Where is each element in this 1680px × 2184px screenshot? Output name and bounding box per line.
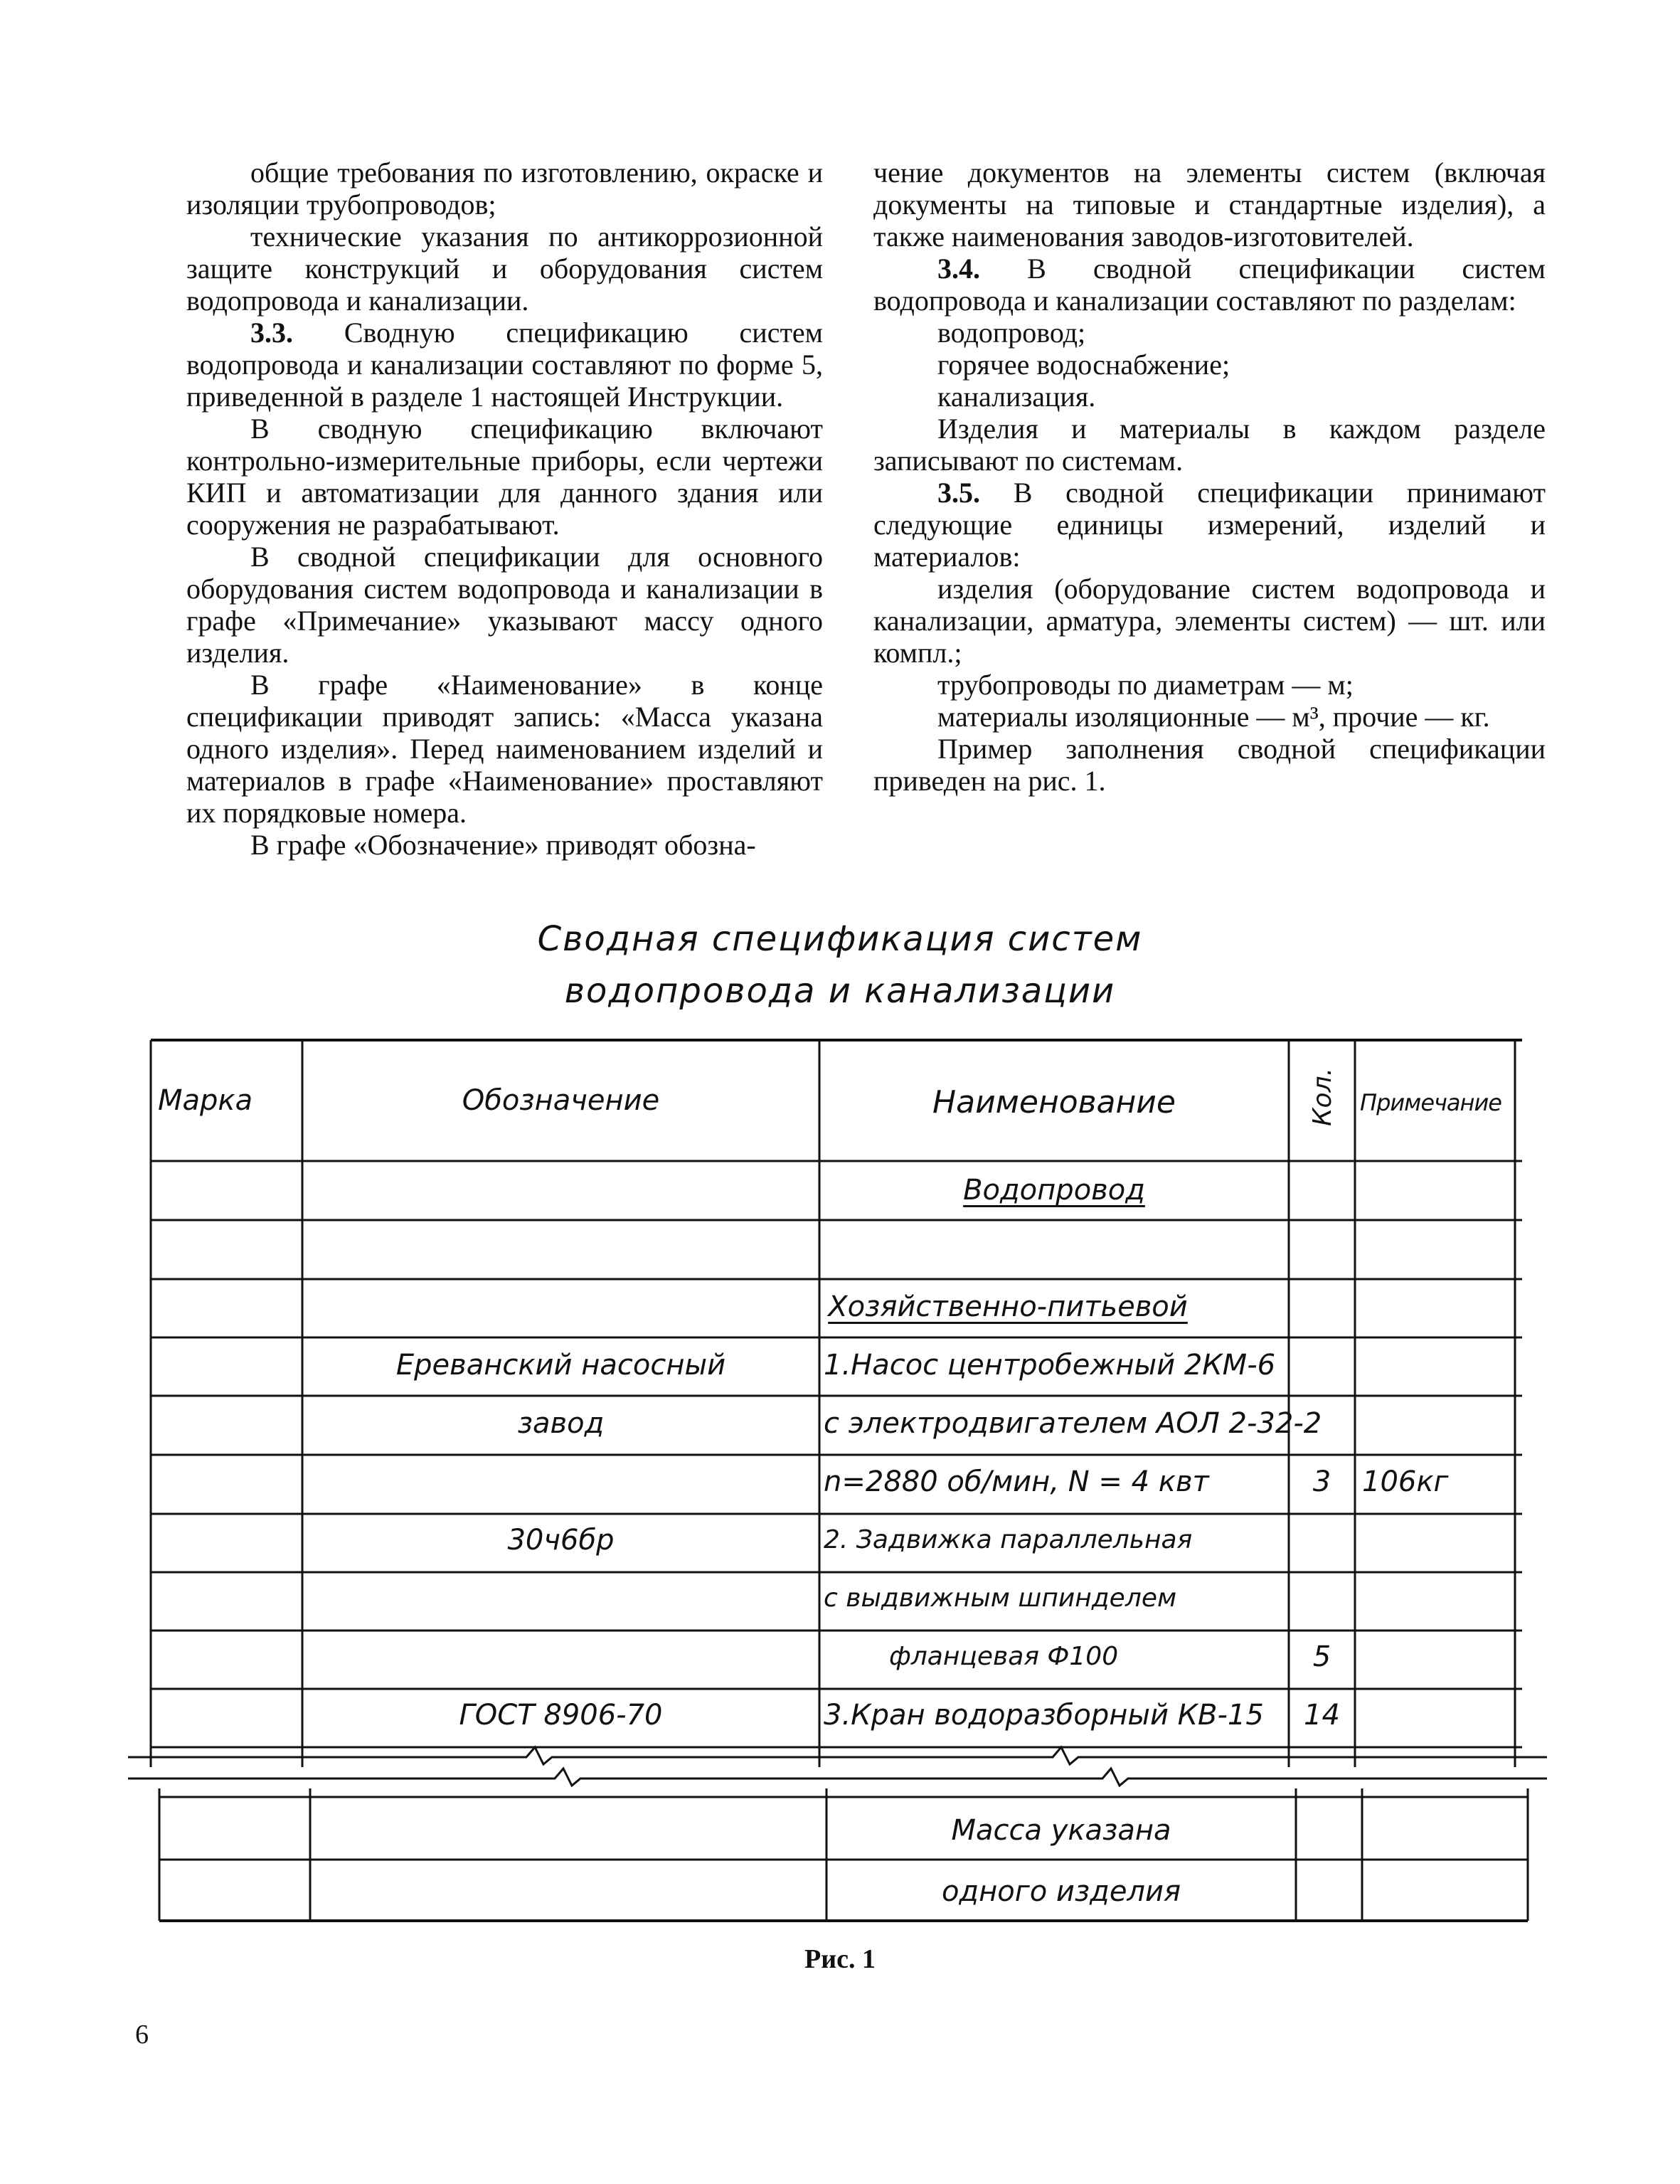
paragraph: 3.3. Сводную спецификацию систем водопровода и канализации составляют по форме 5, приведенной в разделе 1 настоящей Инструкции. [186, 317, 823, 413]
header-quantity: Кол. [1308, 1067, 1337, 1126]
table-cell-name: Хозяйственно-питьевой [828, 1290, 1188, 1323]
list-item: горячее водоснабжение; [937, 349, 1230, 381]
paragraph: чение документов на элементы систем (включая документы на типовые и стандартные изделия), а также наименования заводов-изготовителей. [873, 157, 1546, 253]
table-cell-name: с электродвигателем АОЛ 2-32-2 [824, 1407, 1322, 1440]
table-cell-name: Водопровод [963, 1174, 1145, 1207]
paragraph: общие требования по изготовлению, окраске и изоляции трубопроводов; [186, 157, 823, 221]
paragraph: технические указания по антикоррозионной защите конструкций и оборудования систем водопровода и канализации. [186, 221, 823, 317]
list-item: канализация. [937, 381, 1096, 413]
paragraph: материалы изоляционные — м³, прочие — кг. [937, 701, 1490, 733]
table-cell-name: 3.Кран водоразборный КВ-15 [824, 1699, 1264, 1732]
table-cell-name: с выдвижным шпинделем [824, 1584, 1177, 1613]
paragraph: В сводной спецификации для основного оборудования систем водопровода и канализации в графе «Примечание» указывают массу одного изделия. [186, 541, 823, 669]
page-number: 6 [135, 2020, 149, 2050]
table-cell-quantity: 14 [1304, 1699, 1340, 1732]
figure-caption: Рис. 1 [804, 1944, 876, 1974]
figure-title: Сводная спецификация систем [537, 919, 1143, 959]
paragraph: В графе «Обозначение» приводят обозна- [250, 829, 756, 861]
header-note: Примечание [1360, 1089, 1501, 1116]
table-cell-name: 2. Задвижка параллельная [824, 1525, 1193, 1554]
list-item: водопровод; [937, 317, 1086, 349]
paragraph: В графе «Наименование» в конце спецификации приводят запись: «Масса указана одного изделия». Перед наименованием изделий и материалов в графе «Наименование» проставляют их порядковые номера. [186, 669, 823, 829]
table-cell-note: 106кг [1362, 1465, 1449, 1498]
table-cell-name: Масса указана [951, 1814, 1171, 1847]
header-mark: Марка [158, 1084, 253, 1117]
table-cell-name: 1.Насос центробежный 2КМ-6 [824, 1349, 1276, 1382]
section-number: 3.4. [937, 253, 980, 285]
paragraph: Пример заполнения сводной спецификации приведен на рис. 1. [873, 733, 1546, 797]
table-cell-name: n=2880 об/мин, N = 4 квт [824, 1465, 1209, 1498]
table-cell-designation: 30ч6бр [507, 1524, 615, 1557]
header-designation: Обозначение [462, 1084, 660, 1117]
table-cell-quantity: 5 [1312, 1640, 1331, 1673]
table-cell-name: фланцевая Ф100 [889, 1642, 1119, 1671]
section-number: 3.3. [250, 317, 293, 349]
table-cell-designation: ГОСТ 8906-70 [459, 1699, 663, 1732]
figure-subtitle: водопровода и канализации [564, 971, 1116, 1011]
paragraph: изделия (оборудование систем водопровода и канализации, арматура, элементы систем) — шт. или компл.; [873, 573, 1546, 669]
paragraph: Изделия и материалы в каждом разделе записывают по системам. [873, 413, 1546, 477]
table-cell-quantity: 3 [1312, 1465, 1331, 1498]
paragraph: В сводную спецификацию включают контрольно-измерительные приборы, если чертежи КИП и автоматизации для данного здания или сооружения не разрабатывают. [186, 413, 823, 541]
paragraph: трубопроводы по диаметрам — м; [937, 669, 1354, 701]
section-number: 3.5. [937, 477, 980, 509]
paragraph: 3.5. В сводной спецификации принимают следующие единицы измерений, изделий и материалов: [873, 477, 1546, 573]
header-name: Наименование [932, 1084, 1176, 1120]
table-cell-designation: Ереванский насосный [395, 1349, 726, 1382]
table-cell-name: одного изделия [941, 1875, 1181, 1908]
table-cell-designation: завод [517, 1407, 605, 1440]
paragraph: 3.4. В сводной спецификации систем водопровода и канализации составляют по разделам: [873, 253, 1546, 317]
